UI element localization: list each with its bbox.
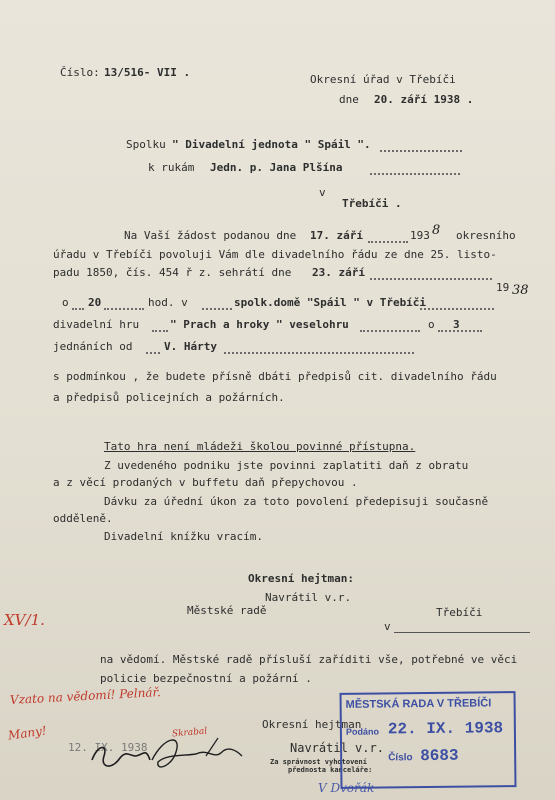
fill-dots xyxy=(152,330,168,332)
stamp-office: MĚSTSKÁ RADA V TŘEBÍČI xyxy=(345,697,492,711)
fill-dots xyxy=(104,308,144,310)
spolku-label: Spolku xyxy=(126,138,166,151)
signature-title: Okresní hejtman: xyxy=(248,572,354,585)
body-line: Na Vaší žádost podanou dne xyxy=(124,229,297,242)
body-line: jednáních od xyxy=(53,340,133,353)
body-line: a předpisů policejních a požárních. xyxy=(53,391,285,404)
request-year-hand: 8 xyxy=(432,223,441,238)
copy-note-line: policie bezpečnostní a požární . xyxy=(100,672,312,685)
handwritten-signature-bottom: V Dvořák xyxy=(318,781,375,795)
request-date: 17. září xyxy=(310,229,363,242)
footer-name: Navrátil v.r. xyxy=(290,741,384,755)
handwritten-note: Vzato na vědomí! Pelnář. xyxy=(9,685,162,707)
request-year-prefix: 193 xyxy=(410,229,430,242)
verification-line: přednosta kanceláře: xyxy=(288,766,373,774)
date-stamp: 12. IX. 1938 xyxy=(68,741,148,754)
fill-dots xyxy=(224,352,414,354)
fill-dots xyxy=(368,241,408,243)
fill-dots xyxy=(438,330,482,332)
copy-recipient: Městské radě xyxy=(187,604,267,617)
fill-dots xyxy=(360,330,420,332)
performance-place: spolk.domě "Spáil " v Třebíči xyxy=(234,296,427,309)
body-line: okresního xyxy=(456,229,516,242)
act-count: 3 xyxy=(453,318,460,331)
stamp-podano-label: Podáno xyxy=(345,726,379,737)
office-name: Okresní úřad v Třebíči xyxy=(310,73,456,86)
performance-hour: 20 xyxy=(88,296,102,309)
fill-dots xyxy=(202,308,232,310)
stamp-cislo-value: 8683 xyxy=(420,746,459,766)
fill-dots xyxy=(380,150,462,152)
stamp-cislo-label: Číslo xyxy=(388,752,413,764)
rukam-label: k rukám xyxy=(148,161,195,174)
handwritten-initials: Many! xyxy=(7,723,48,743)
body-line: hod. v xyxy=(148,296,188,309)
margin-mark: XV/1. xyxy=(4,611,45,629)
date-label: dne xyxy=(339,93,359,106)
society-name: " Divadelní jednota " Spáil ". xyxy=(172,138,371,151)
v-label: v xyxy=(319,186,326,199)
performance-date: 23. září xyxy=(312,266,365,279)
body-line: divadelní hru xyxy=(53,318,140,331)
body-line: a z věcí prodaných v buffetu daň přepychovou . xyxy=(53,476,358,489)
body-line: Z uvedeného podniku jste povinni zaplatiti daň z obratu xyxy=(104,459,469,472)
reference-label: Číslo: xyxy=(60,66,100,79)
verification-line: Za správnost vyhotovení xyxy=(270,758,367,766)
copy-note-line: na vědomí. Městské radě přísluší zaříditi vše, potřebné ve věci xyxy=(100,653,518,666)
copy-v-label: v xyxy=(384,620,391,633)
footer-title: Okresní hejtman xyxy=(262,718,362,731)
copy-town: Třebíči xyxy=(436,606,483,619)
body-line: padu 1850, čís. 454 ř z. sehrátí dne xyxy=(53,266,292,279)
body-line: odděleně. xyxy=(53,512,113,525)
body-line: Dávku za úřední úkon za toto povolení předepisuji současně xyxy=(104,495,489,508)
received-stamp xyxy=(340,691,517,789)
fill-dots xyxy=(72,308,84,310)
body-line: úřadu v Třebíči povoluji Vám dle divadelního řádu ze dne 25. listo- xyxy=(53,248,497,261)
body-line: o xyxy=(62,296,69,309)
performance-year-hand: 38 xyxy=(512,283,529,298)
handwritten-label: Skrabal xyxy=(171,726,208,740)
stamp-podano-date: 22. IX. 1938 xyxy=(387,719,504,739)
performance-year-prefix: 19 xyxy=(496,281,510,294)
recipient-town: Třebíči . xyxy=(342,197,402,210)
signature-name: Navrátil v.r. xyxy=(265,591,352,604)
fill-dots xyxy=(420,308,494,310)
body-line: o xyxy=(428,318,435,331)
fill-dots xyxy=(370,173,460,175)
recipient-name: Jedn. p. Jana Plšína xyxy=(210,161,343,174)
body-line: s podmínkou , že budete přísně dbáti předpisů cit. divadelního řádu xyxy=(53,370,497,383)
body-line: Divadelní knížku vracím. xyxy=(104,530,263,543)
address-line xyxy=(394,632,530,633)
age-restriction-notice: Tato hra není mládeži školou povinné přístupna. xyxy=(104,440,416,453)
play-author: V. Hárty xyxy=(164,340,217,353)
reference-number: 13/516- VII . xyxy=(104,66,191,79)
play-title: " Prach a hroky " veselohru xyxy=(170,318,349,331)
fill-dots xyxy=(146,352,160,354)
document-date: 20. září 1938 . xyxy=(374,93,474,106)
fill-dots xyxy=(370,278,492,280)
